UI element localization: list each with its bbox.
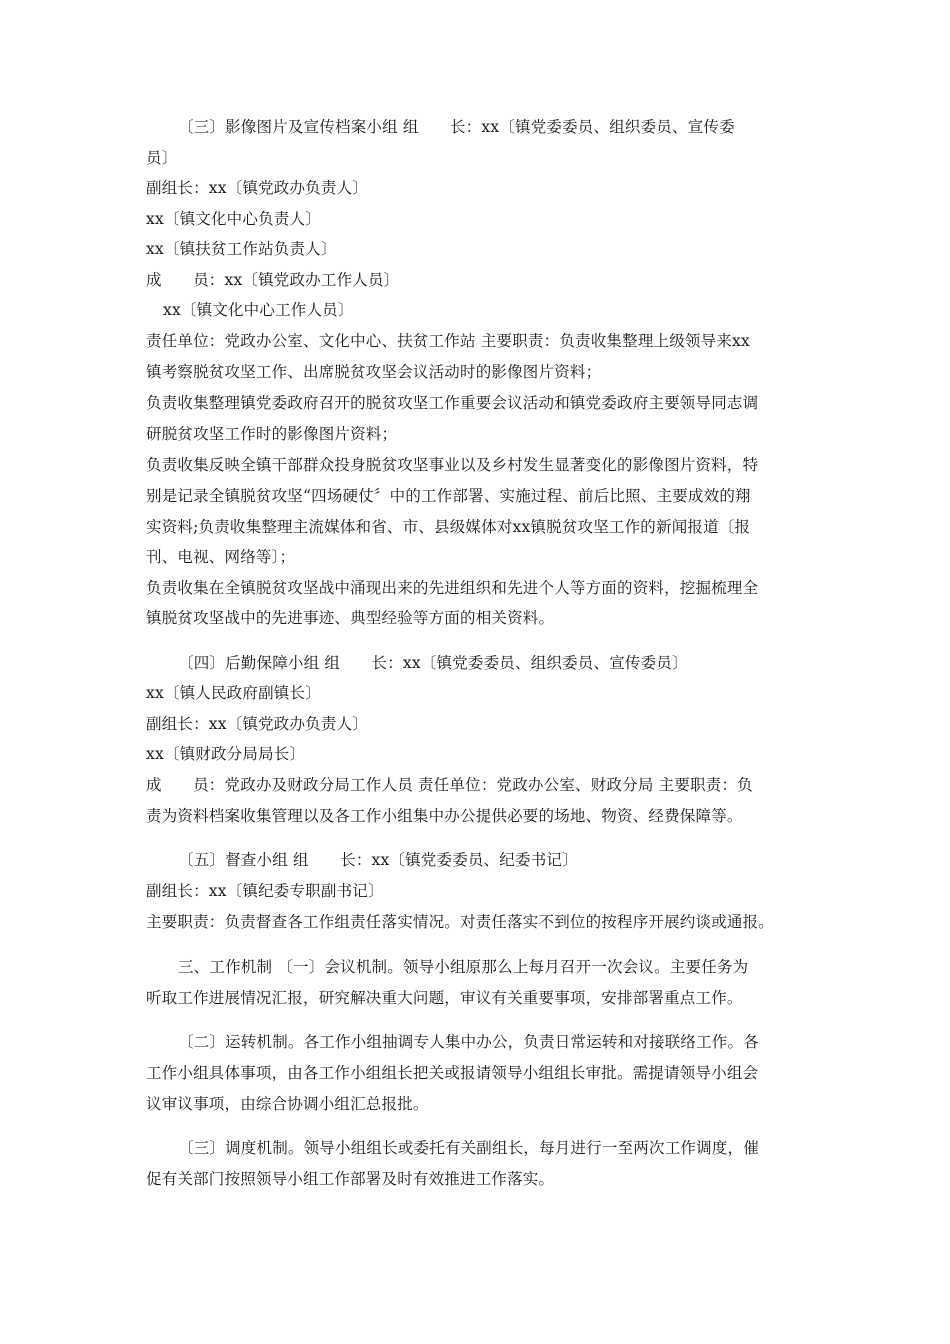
deputy-leader-line: 副组长：xx〔镇党政办负责人〕 — [146, 715, 368, 733]
text-line: 责为资料档案收集管理以及各工作小组集中办公提供必要的场地、物资、经费保障等。 — [146, 807, 743, 825]
deputy-leader-line: 副组长：xx〔镇党政办负责人〕 — [146, 179, 368, 197]
text-line: 负责收集在全镇脱贫攻坚战中涌现出来的先进组织和先进个人等方面的资料，挖掘梳理全 — [146, 579, 759, 597]
text-line: 研脱贫攻坚工作时的影像图片资料； — [146, 425, 398, 443]
members-line: 成 员：党政办及财政分局工作人员 责任单位：党政办公室、财政分局 主要职责：负 — [146, 776, 753, 794]
text-line: xx〔镇文化中心工作人员〕 — [163, 301, 354, 319]
text-line: 实资料;负责收集整理主流媒体和省、市、县级媒体对xx镇脱贫攻坚工作的新闻报道〔报 — [146, 518, 751, 536]
text-line: xx〔镇扶贫工作站负责人〕 — [146, 240, 337, 258]
text-line: xx〔镇人民政府副镇长〕 — [146, 684, 321, 702]
text-line: 工作小组具体事项，由各工作小组组长把关或报请领导小组组长审批。需提请领导小组会 — [146, 1064, 759, 1082]
section-3-heading: 〔三〕影像图片及宣传档案小组 组 长：xx〔镇党委委员、组织委员、宣传委 — [178, 118, 735, 136]
responsibility-line: 责任单位：党政办公室、文化中心、扶贫工作站 主要职责：负责收集整理上级领导来xx — [146, 332, 750, 350]
section-4-heading: 〔四〕后勤保障小组 组 长：xx〔镇党委委员、组织委员、宣传委员〕 — [178, 654, 688, 672]
text-line: 促有关部门按照领导小组工作部署及时有效推进工作落实。 — [146, 1170, 555, 1188]
text-line: 听取工作进展情况汇报，研究解决重大问题，审议有关重要事项，安排部署重点工作。 — [146, 989, 743, 1007]
text-line: xx〔镇财政分局局长〕 — [146, 745, 306, 763]
text-line: 镇脱贫攻坚战中的先进事迹、典型经验等方面的相关资料。 — [146, 609, 555, 627]
text-line: 负责收集整理镇党委政府召开的脱贫攻坚工作重要会议活动和镇党委政府主要领导同志调 — [146, 394, 759, 412]
text-line: 别是记录全镇脱贫攻坚“四场硬仗〞中的工作部署、实施过程、前后比照、主要成效的翔 — [146, 487, 751, 505]
text-line: 主要职责：负责督查各工作组责任落实情况。对责任落实不到位的按程序开展约谈或通报。 — [146, 913, 775, 931]
deputy-leader-line: 副组长：xx〔镇纪委专职副书记〕 — [146, 882, 384, 900]
text-line: 员〕 — [146, 149, 178, 167]
section-5-heading: 〔五〕督查小组 组 长：xx〔镇党委委员、纪委书记〕 — [178, 851, 578, 869]
dispatch-mechanism: 〔三〕调度机制。领导小组组长或委托有关副组长，每月进行一至两次工作调度，催 — [178, 1139, 759, 1157]
work-mechanism-heading: 三、工作机制 〔一〕会议机制。领导小组原那么上每月召开一次会议。主要任务为 — [178, 958, 749, 976]
text-line: xx〔镇文化中心负责人〕 — [146, 210, 321, 228]
text-line: 负责收集反映全镇干部群众投身脱贫攻坚事业以及乡村发生显著变化的影像图片资料，特 — [146, 456, 759, 474]
text-line: 议审议事项，由综合协调小组汇总报批。 — [146, 1095, 429, 1113]
text-line: 镇考察脱贫攻坚工作、出席脱贫攻坚会议活动时的影像图片资料； — [146, 363, 602, 381]
text-line: 刊、电视、网络等〕； — [146, 548, 296, 566]
operation-mechanism: 〔二〕运转机制。各工作小组抽调专人集中办公，负责日常运转和对接联络工作。各 — [178, 1033, 759, 1051]
members-line: 成 员：xx〔镇党政办工作人员〕 — [146, 271, 400, 289]
